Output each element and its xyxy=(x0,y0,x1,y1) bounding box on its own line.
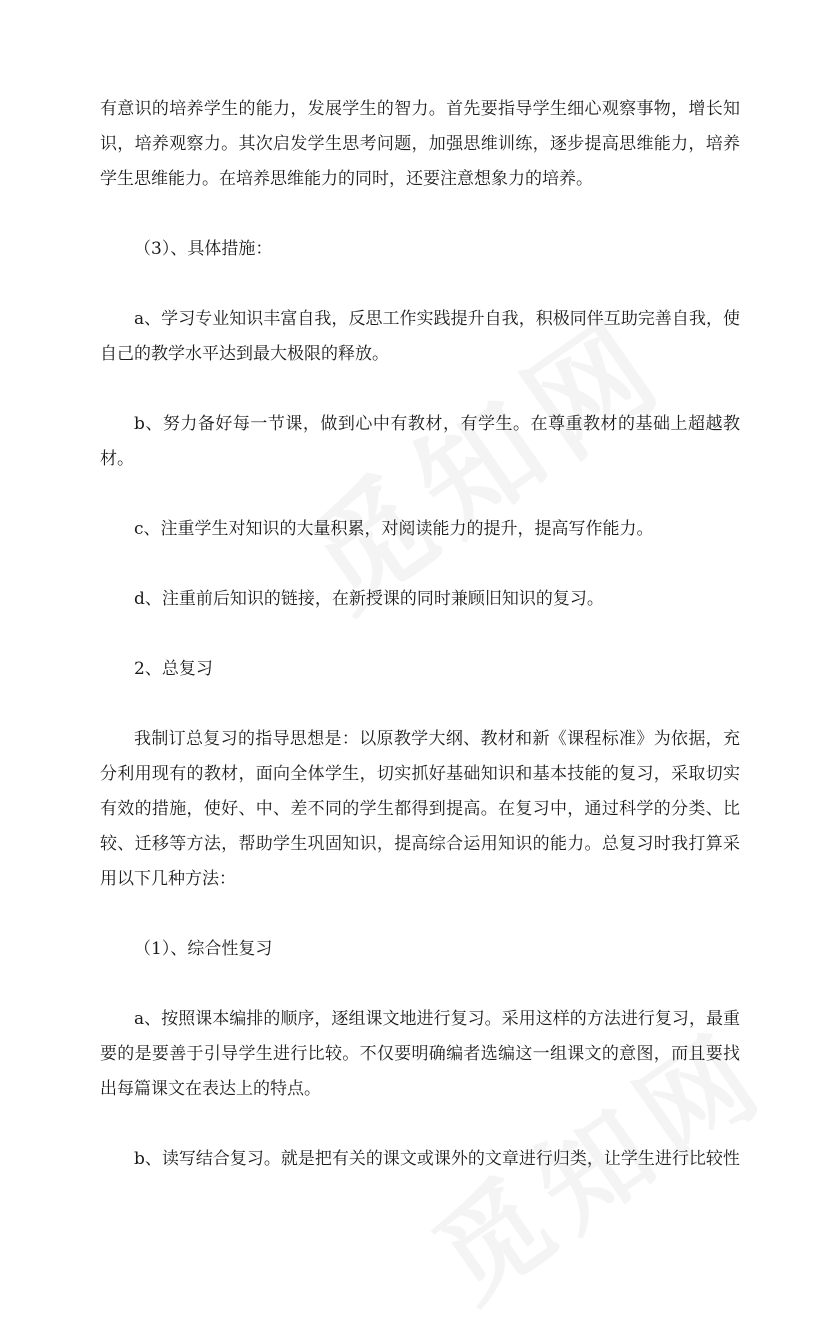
document-body xyxy=(100,92,740,1177)
paragraph: 我制订总复习的指导思想是：以原教学大纲、教材和新《课程标准》为依据，充分利用现有的教材，面向全体学生，切实抓好基础知识和基本技能的复习，采取切实有效的措施，使好、中、差不同的学生都得到提高。在复习中，通过科学的分类、比较、迁移等方法，帮助学生巩固知识，提高综合运用知识的能力。总复习时我打算采用以下几种方法： xyxy=(100,729,740,889)
paragraph: a、学习专业知识丰富自我，反思工作实践提升自我，积极同伴互助完善自我，使自己的教学水平达到最大极限的释放。 xyxy=(100,309,740,364)
paragraph: c、注重学生对知识的大量积累，对阅读能力的提升，提高写作能力。 xyxy=(134,519,654,539)
paragraph: d、注重前后知识的链接，在新授课的同时兼顾旧知识的复习。 xyxy=(134,589,604,609)
section-heading: 2、总复习 xyxy=(134,659,213,679)
paragraph: （1）、综合性复习 xyxy=(134,939,273,959)
paragraph: （3）、具体措施： xyxy=(134,239,273,259)
paragraph: a、按照课本编排的顺序，逐组课文地进行复习。采用这样的方法进行复习，最重要的是要善于引导学生进行比较。不仅要明确编者选编这一组课文的意图，而且要找出每篇课文在表达上的特点。 xyxy=(100,1009,740,1099)
paragraph: 有意识的培养学生的能力，发展学生的智力。首先要指导学生细心观察事物，增长知识，培养观察力。其次启发学生思考问题，加强思维训练，逐步提高思维能力，培养学生思维能力。在培养思维能力的同时，还要注意想象力的培养。 xyxy=(100,99,740,189)
paragraph: b、努力备好每一节课，做到心中有教材，有学生。在尊重教材的基础上超越教材。 xyxy=(100,414,740,469)
paragraph: b、读写结合复习。就是把有关的课文或课外的文章进行归类，让学生进行比较性 xyxy=(134,1149,740,1169)
